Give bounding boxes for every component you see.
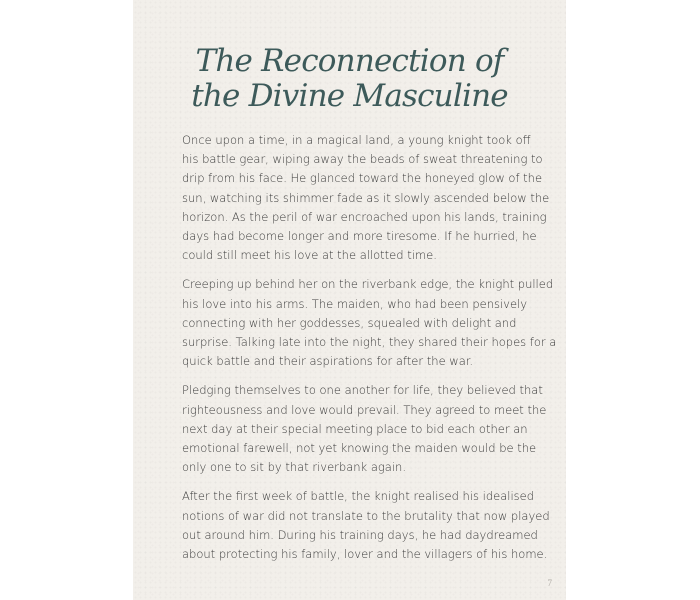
page-title [133,44,566,114]
body-text [182,131,557,574]
text-line: righteousness and love would prevail. They agreed to meet the [182,402,547,417]
text-line: could still meet his love at the allotted time. [182,248,437,263]
text-line: his battle gear, wiping away the beads of sweat threatening to [182,152,543,167]
text-line: next day at their special meeting place to bid each other an [182,421,528,436]
book-page [133,0,566,600]
title-line-2: the Divine Masculine [191,78,508,114]
text-line: quick battle and their aspirations for after the war. [182,354,474,369]
text-line: drip from his face. He glanced toward the honeyed glow of the [182,171,543,186]
text-line: sun, watching its shimmer fade as it slowly ascended below the [182,190,550,205]
text-line: his love into his arms. The maiden, who had been pensively [182,296,528,311]
text-line: emotional farewell, not yet knowing the maiden would be the [182,441,537,456]
text-line: out around him. During his training days, he had daydreamed [182,527,538,542]
text-line: days had become longer and more tiresome. If he hurried, he [182,229,537,244]
text-line: After the first week of battle, the knight realised his idealised [182,489,535,504]
text-line: Once upon a time, in a magical land, a young knight took off [182,133,531,147]
paragraph-1 [182,131,550,265]
title-line-1: The Reconnection of [195,43,504,79]
page-number: 7 [547,578,552,588]
text-line: surprise. Talking late into the night, they shared their hopes for a [182,335,557,350]
text-line: connecting with her goddesses, squealed with delight and [182,315,517,330]
text-line: about protecting his family, lover and the villagers of his home. [182,547,548,562]
text-line: Creeping up behind her on the riverbank edge, the knight pulled [182,277,554,292]
text-line: horizon. As the peril of war encroached upon his lands, training [182,209,547,224]
paragraph-2 [182,275,557,371]
paragraph-3 [182,381,547,477]
text-line: only one to sit by that riverbank again. [182,460,406,475]
text-line: Pledging themselves to one another for life, they believed that [182,383,543,398]
paragraph-4 [182,487,550,564]
text-line: notions of war did not translate to the brutality that now played [182,508,550,523]
